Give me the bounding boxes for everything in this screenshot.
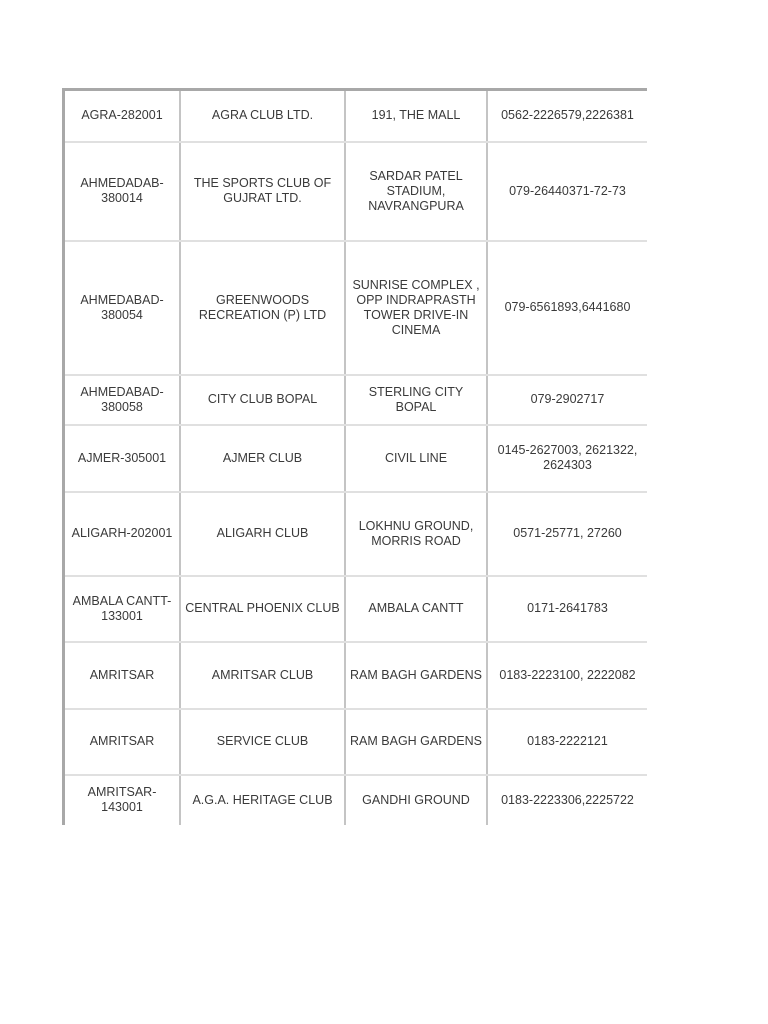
club-directory-table bbox=[62, 88, 647, 825]
club-name-cell: A.G.A. HERITAGE CLUB bbox=[180, 775, 345, 825]
table-row bbox=[64, 775, 648, 825]
city-cell: AHMEDABAD-380058 bbox=[64, 375, 181, 425]
club-name-cell: GREENWOODS RECREATION (P) LTD bbox=[180, 241, 345, 375]
phone-cell: 0183-2222121 bbox=[487, 709, 647, 775]
club-name-cell: THE SPORTS CLUB OF GUJRAT LTD. bbox=[180, 142, 345, 241]
club-name-cell: AMRITSAR CLUB bbox=[180, 642, 345, 709]
table-row bbox=[64, 709, 648, 775]
table-row bbox=[64, 241, 648, 375]
address-cell: SUNRISE COMPLEX , OPP INDRAPRASTH TOWER DRIVE-IN CINEMA bbox=[345, 241, 487, 375]
phone-cell: 0171-2641783 bbox=[487, 576, 647, 642]
table-row bbox=[64, 375, 648, 425]
address-cell: STERLING CITY BOPAL bbox=[345, 375, 487, 425]
club-name-cell: AJMER CLUB bbox=[180, 425, 345, 492]
phone-cell: 0562-2226579,2226381 bbox=[487, 90, 647, 142]
table-row bbox=[64, 492, 648, 576]
table-row bbox=[64, 90, 648, 142]
address-cell: AMBALA CANTT bbox=[345, 576, 487, 642]
address-cell: LOKHNU GROUND, MORRIS ROAD bbox=[345, 492, 487, 576]
city-cell: AHMEDADAB-380014 bbox=[64, 142, 181, 241]
city-cell: ALIGARH-202001 bbox=[64, 492, 181, 576]
table-row bbox=[64, 142, 648, 241]
club-name-cell: CENTRAL PHOENIX CLUB bbox=[180, 576, 345, 642]
table-row bbox=[64, 425, 648, 492]
table-body bbox=[64, 90, 648, 825]
address-cell: GANDHI GROUND bbox=[345, 775, 487, 825]
address-cell: 191, THE MALL bbox=[345, 90, 487, 142]
address-cell: CIVIL LINE bbox=[345, 425, 487, 492]
phone-cell: 079-6561893,6441680 bbox=[487, 241, 647, 375]
address-cell: RAM BAGH GARDENS bbox=[345, 642, 487, 709]
city-cell: AHMEDABAD-380054 bbox=[64, 241, 181, 375]
city-cell: AGRA-282001 bbox=[64, 90, 181, 142]
phone-cell: 079-26440371-72-73 bbox=[487, 142, 647, 241]
table-row bbox=[64, 642, 648, 709]
club-name-cell: CITY CLUB BOPAL bbox=[180, 375, 345, 425]
phone-cell: 0183-2223306,2225722 bbox=[501, 792, 634, 807]
city-cell: AMBALA CANTT-133001 bbox=[64, 576, 181, 642]
phone-cell: 0571-25771, 27260 bbox=[487, 492, 647, 576]
city-cell: AMRITSAR bbox=[64, 709, 181, 775]
phone-cell: 079-2902717 bbox=[487, 375, 647, 425]
phone-cell: 0183-2223100, 2222082 bbox=[487, 642, 647, 709]
address-cell: SARDAR PATEL STADIUM, NAVRANGPURA bbox=[345, 142, 487, 241]
club-name-cell: AGRA CLUB LTD. bbox=[180, 90, 345, 142]
address-cell: RAM BAGH GARDENS bbox=[345, 709, 487, 775]
club-name-cell: ALIGARH CLUB bbox=[180, 492, 345, 576]
city-cell: AMRITSAR bbox=[64, 642, 181, 709]
city-cell: AJMER-305001 bbox=[64, 425, 181, 492]
phone-cell: 0145-2627003, 2621322, 2624303 bbox=[487, 425, 647, 492]
table-row bbox=[64, 576, 648, 642]
city-cell: AMRITSAR-143001 bbox=[64, 775, 181, 825]
club-name-cell: SERVICE CLUB bbox=[180, 709, 345, 775]
